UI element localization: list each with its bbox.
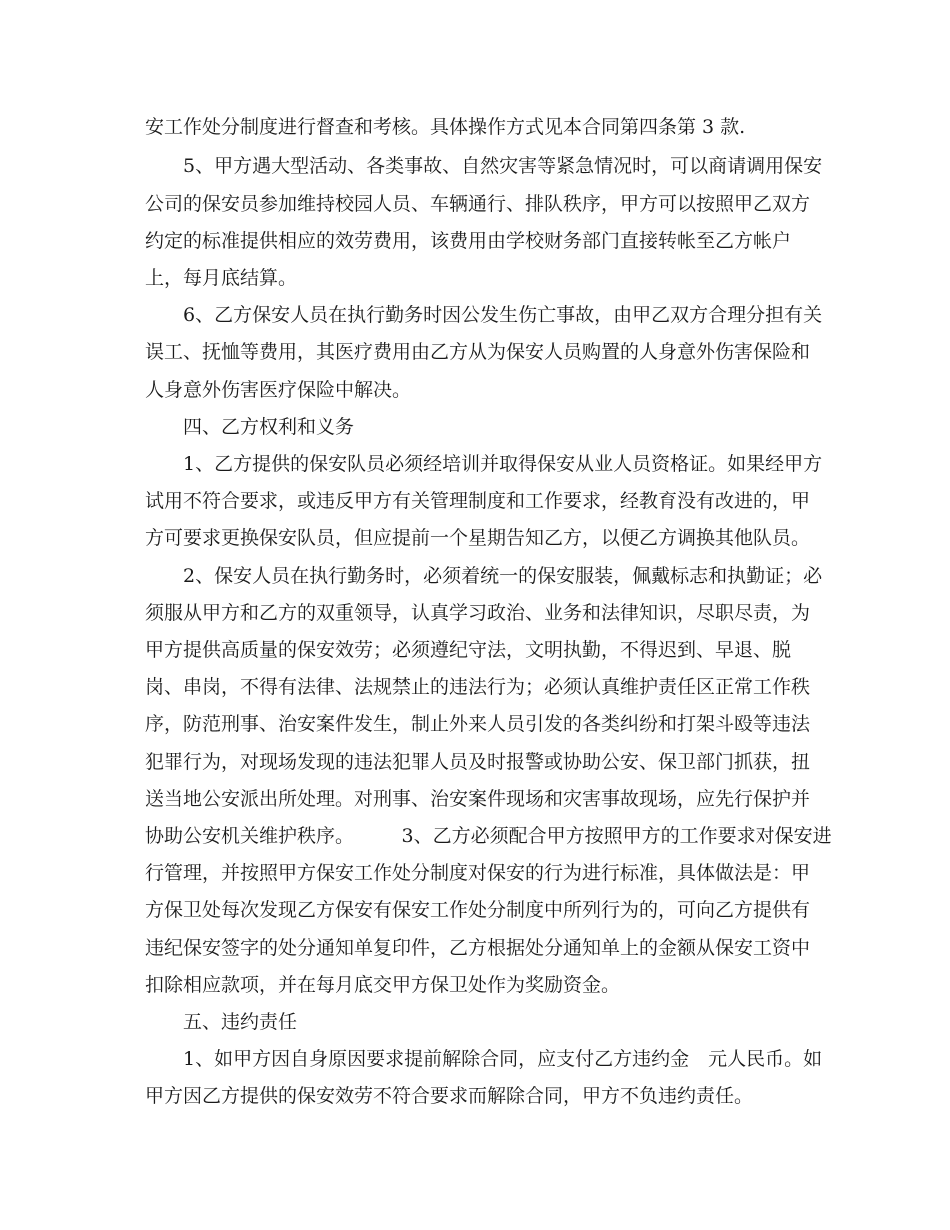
text-line: 犯罪行为，对现场发现的违法犯罪人员及时报警或协助公安、保卫部门抓获，扭 <box>145 751 811 773</box>
text-line: 约定的标准提供相应的效劳费用，该费用由学校财务部门直接转帐至乙方帐户 <box>145 230 792 252</box>
section-heading: 四、乙方权利和义务 <box>145 416 355 438</box>
text-line: 1、如甲方因自身原因要求提前解除合同，应支付乙方违约金 元人民币。如 <box>145 1048 823 1070</box>
text-line: 甲方提供高质量的保安效劳；必须遵纪守法，文明执勤，不得迟到、早退、脱 <box>145 639 792 661</box>
text-line: 甲方因乙方提供的保安效劳不符合要求而解除合同，甲方不负违约责任。 <box>145 1085 754 1107</box>
text-line: 2、保安人员在执行勤务时，必须着统一的保安服装，佩戴标志和执勤证；必 <box>145 565 823 587</box>
text-line: 1、乙方提供的保安队员必须经培训并取得保安从业人员资格证。如果经甲方 <box>145 453 823 475</box>
text-line: 行管理，并按照甲方保安工作处分制度对保安的行为进行标准，具体做法是：甲 <box>145 862 811 884</box>
text-line: 协助公安机关维护秩序。 3、乙方必须配合甲方按照甲方的工作要求对保安进 <box>145 825 832 847</box>
text-line: 上，每月底结算。 <box>145 267 298 289</box>
text-line: 岗、串岗，不得有法律、法规禁止的违法行为；必须认真维护责任区正常工作秩 <box>145 676 811 698</box>
text-line: 方可要求更换保安队员，但应提前一个星期告知乙方，以便乙方调换其他队员。 <box>145 527 811 549</box>
text-line: 扣除相应款项，并在每月底交甲方保卫处作为奖励资金。 <box>145 974 621 996</box>
section-heading: 五、违约责任 <box>145 1011 298 1033</box>
text-line: 公司的保安员参加维持校园人员、车辆通行、排队秩序，甲方可以按照甲乙双方 <box>145 193 811 215</box>
text-line: 须服从甲方和乙方的双重领导，认真学习政治、业务和法律知识，尽职尽责，为 <box>145 602 811 624</box>
text-line: 序，防范刑事、治安案件发生，制止外来人员引发的各类纠纷和打架斗殴等违法 <box>145 713 811 735</box>
text-line: 违纪保安签字的处分通知单复印件，乙方根据处分通知单上的金额从保安工资中 <box>145 937 811 959</box>
text-line: 试用不符合要求，或违反甲方有关管理制度和工作要求，经教育没有改进的，甲 <box>145 490 811 512</box>
text-line: 6、乙方保安人员在执行勤务时因公发生伤亡事故，由甲乙双方合理分担有关 <box>145 304 823 326</box>
text-line: 误工、抚恤等费用，其医疗费用由乙方从为保安人员购置的人身意外伤害保险和 <box>145 341 811 363</box>
text-line: 安工作处分制度进行督查和考核。具体操作方式见本合同第四条第 3 款. <box>145 116 746 138</box>
text-line: 方保卫处每次发现乙方保安有保安工作处分制度中所列行为的，可向乙方提供有 <box>145 899 811 921</box>
text-line: 5、甲方遇大型活动、各类事故、自然灾害等紧急情况时，可以商请调用保安 <box>145 155 823 177</box>
text-line: 送当地公安派出所处理。对刑事、治安案件现场和灾害事故现场，应先行保护并 <box>145 788 811 810</box>
text-line: 人身意外伤害医疗保险中解决。 <box>145 379 412 401</box>
